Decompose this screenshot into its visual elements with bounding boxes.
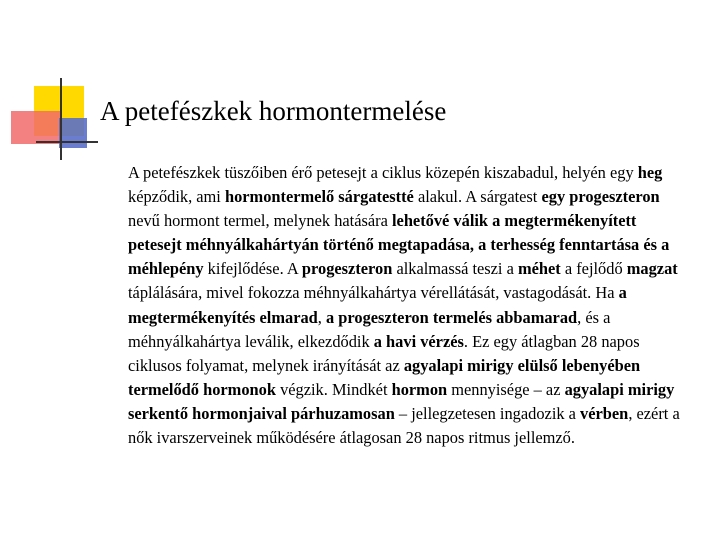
slide-body-text <box>128 161 693 450</box>
bold-text-run: egy progeszteron <box>541 187 660 207</box>
bold-text-run: a megtermékenyítés elmarad <box>128 283 627 327</box>
bold-text-run: heg <box>637 163 663 182</box>
logo-vertical-line <box>60 78 62 160</box>
text-run: – jellegzetesen ingadozik a <box>394 403 581 423</box>
bold-text-run: agyalapi mirigy serkentő hormonjaival párhuzamosan <box>128 379 675 423</box>
bold-text-run: a havi vérzés <box>373 331 464 351</box>
slide-title: A petefészkek hormontermelése <box>100 96 447 126</box>
text-run: a fejlődő <box>560 259 627 279</box>
logo-red-square <box>11 111 61 144</box>
logo-blue-square <box>59 118 87 148</box>
bold-text-run: magzat <box>626 259 678 279</box>
text-run: helyén egy <box>558 163 638 182</box>
text-run: táplálására, mivel fokozza méhnyálkahártya vérellátását, vastagodását. Ha <box>128 283 619 303</box>
slide-logo-decoration <box>0 0 100 165</box>
text-run: mennyisége – az <box>447 379 565 399</box>
bold-text-run: méhet <box>517 259 561 279</box>
bold-text-run: vérben <box>580 403 629 423</box>
bold-text-run: agyalapi mirigy elülső lebenyében termelődő hormonok <box>128 355 641 399</box>
bold-text-run: hormontermelő sárgatestté <box>224 187 414 207</box>
bold-text-run: hormon <box>391 379 448 399</box>
text-run: alakul. A sárgatest <box>413 187 542 207</box>
text-run: , <box>317 307 326 327</box>
bold-text-run: progeszteron <box>301 259 393 279</box>
text-run: alkalmassá teszi a <box>392 259 518 279</box>
text-run: A petefészkek tüszőiben érő petesejt a ciklus közepén kiszabadul, <box>128 163 559 182</box>
text-run: nevű hormont termel, melynek hatására <box>128 211 392 231</box>
logo-horizontal-line <box>36 141 98 143</box>
text-run: kifejlődése. A <box>203 259 302 279</box>
text-run: , ezért a nők ivarszerveinek működésére átlagosan 28 napos ritmus jellemző. <box>128 403 680 448</box>
bold-text-run: a progeszteron termelés abbamarad <box>326 307 578 327</box>
text-run: képződik, ami <box>128 187 225 207</box>
text-run: . Ez egy átlagban 28 napos ciklusos folyamat, melynek irányítását az <box>128 331 640 375</box>
bold-text-run: lehetővé válik a megtermékenyített petesejt méhnyálkahártyán történő megtapadása, a terhesség fenntartása és a méhlepény <box>128 211 670 279</box>
text-run: végzik. Mindkét <box>275 379 392 399</box>
text-run: , és a méhnyálkahártya leválik, elkezdődik <box>128 307 611 351</box>
